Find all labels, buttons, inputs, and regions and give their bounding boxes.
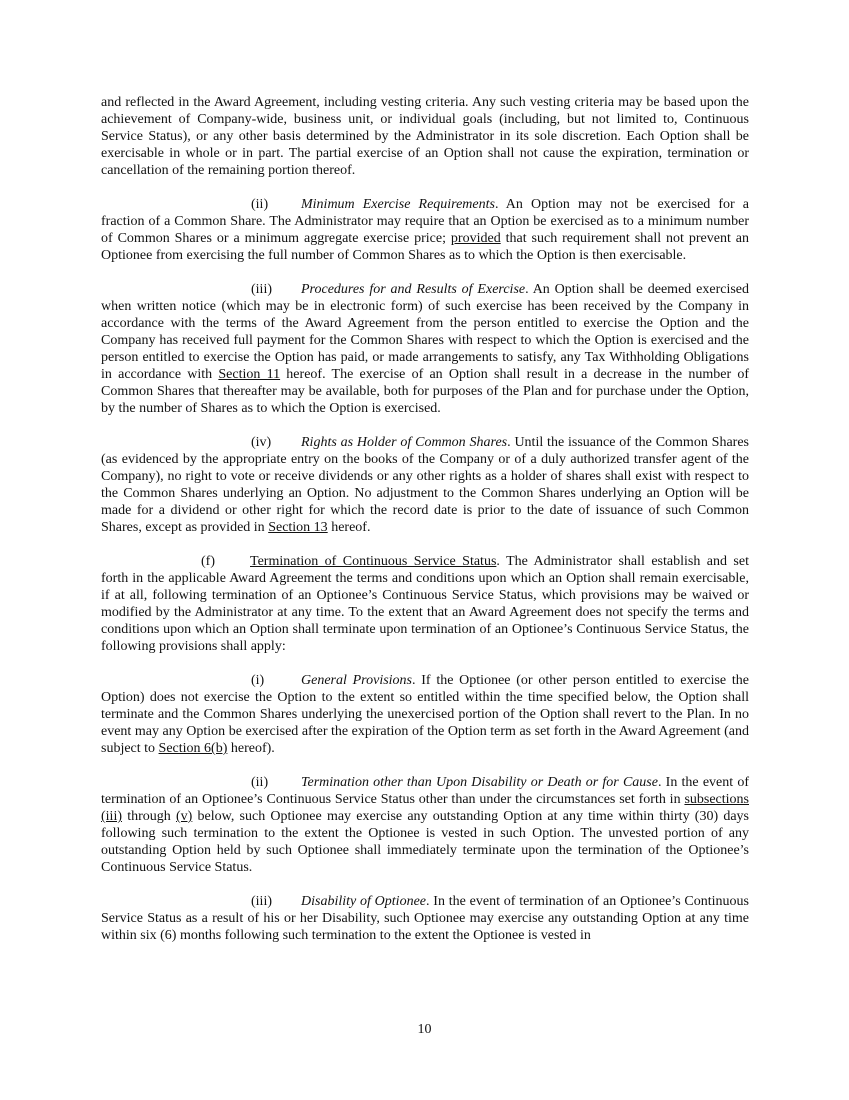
document-body — [101, 94, 749, 961]
clause-text: that such requirement shall not prevent an Optionee from exercising the full number of Common Shares as to which the Option is then exercisable. — [101, 231, 749, 263]
paragraph-procedures-for-exercise — [101, 281, 749, 417]
clause-label: (ii) — [251, 775, 269, 790]
clause-title: Disability of Optionee — [301, 894, 427, 909]
clause-title: Rights as Holder of Common Shares — [301, 435, 508, 450]
paragraph-disability-of-optionee — [101, 893, 749, 944]
section-reference: Section 13 — [268, 520, 328, 535]
clause-label: (i) — [251, 673, 265, 688]
paragraph-general-provisions — [101, 672, 749, 757]
clause-text: hereof. The exercise of an Option shall result in a decrease in the number of Common Shares that thereafter may be available, both for purposes of the Plan and for purchase under the Option, by the number of Shares as to which the Option is exercised. — [101, 367, 749, 416]
clause-text: . Until the issuance of the Common Shares (as evidenced by the appropriate entry on the books of the Company or of a duly authorized transfer agent of the Company), no right to vote or receive dividends or any other rights as a holder of shares shall exist with respect to the Common Shares underlying an Option. No adjustment to the Common Shares underlying an Option will be made for a dividend or other right for which the record date is prior to the date of issuance of such Common Shares, except as provided in — [101, 435, 749, 535]
paragraph-rights-as-holder — [101, 434, 749, 536]
clause-text: . An Option may not be exercised for a fraction of a Common Share. The Administrator may require that an Option be exercised as to a minimum number of Common Shares or a minimum aggregate exercise price; — [101, 197, 750, 246]
clause-label: (iv) — [251, 435, 272, 450]
clause-label: (iii) — [251, 282, 272, 297]
paragraph-minimum-exercise-requirements — [101, 196, 749, 264]
clause-text: . An Option shall be deemed exercised when written notice (which may be in electronic form) of such exercise has been received by the Company in accordance with the terms of the Award Agreement from the person entitled to exercise the Option and the Company has received full payment for the Common Shares with respect to which the Option is exercised and the person entitled to exercise the Option has paid, or made arrangements to satisfy, any Tax Withholding Obligations in accordance with — [101, 282, 749, 382]
section-reference: Section 6(b) — [158, 741, 228, 756]
clause-title: Procedures for and Results of Exercise — [301, 282, 526, 297]
underlined-term: provided — [450, 231, 501, 246]
paragraph-termination-other-than-disability — [101, 774, 749, 876]
clause-label: (f) — [201, 554, 215, 569]
clause-text: hereof. — [327, 520, 371, 535]
clause-title: General Provisions — [301, 673, 412, 688]
section-reference: Section 11 — [218, 367, 281, 382]
clause-label: (ii) — [251, 197, 269, 212]
clause-text: . In the event of termination of an Optionee’s Continuous Service Status as a result of his or her Disability, such Optionee may exercise any outstanding Option at any time within six (6) months following such termination to the extent the Optionee is vested in — [101, 894, 749, 943]
section-heading: Termination of Continuous Service Status — [250, 554, 497, 569]
clause-label: (iii) — [251, 894, 272, 909]
clause-text: hereof). — [227, 741, 275, 756]
page-number: 10 — [417, 1022, 432, 1037]
paragraph-text: and reflected in the Award Agreement, including vesting criteria. Any such vesting criteria may be based upon the achievement of Company-wide, business unit, or individual goals (including, but not limited to, Continuous Service Status), or any other basis determined by the Administrator in its sole discretion. Each Option shall be exercisable in whole or in part. The partial exercise of an Option shall not cause the expiration, termination or cancellation of the remaining portion thereof. — [101, 95, 749, 178]
clause-text: below, such Optionee may exercise any outstanding Option at any time within thirty (30) days following such termination to the extent the Optionee is vested in such Option. The unvested portion of any outstanding Option held by such Optionee shall immediately terminate upon the termination of the Optionee’s Continuous Service Status. — [101, 809, 749, 875]
section-reference: subsections (iii) — [101, 792, 749, 824]
clause-text: . In the event of termination of an Optionee’s Continuous Service Status other than under the circumstances set forth in — [101, 775, 749, 807]
clause-title: Minimum Exercise Requirements — [301, 197, 495, 212]
clause-text: through — [122, 809, 176, 824]
clause-title: Termination other than Upon Disability or Death or for Cause — [301, 775, 658, 790]
section-reference: (v) — [175, 809, 193, 824]
paragraph-termination-of-service — [101, 553, 749, 655]
clause-text: . If the Optionee (or other person entitled to exercise the Option) does not exercise the Option to the extent so entitled within the time specified below, the Option shall terminate and the Common Shares underlying the unexercised portion of the Option shall revert to the Plan. In no event may any Option be exercised after the expiration of the Option term as set forth in the Award Agreement (and subject to — [101, 673, 749, 756]
paragraph-vesting-continuation — [101, 94, 749, 179]
clause-text: . The Administrator shall establish and set forth in the applicable Award Agreement the terms and conditions upon which an Option shall remain exercisable, if at all, following termination of an Optionee’s Continuous Service Status, which provisions may be waived or modified by the Administrator at any time. To the extent that an Award Agreement does not specify the terms and conditions upon which an Option shall terminate upon termination of an Optionee’s Continuous Service Status, the following provisions shall apply: — [101, 554, 749, 654]
